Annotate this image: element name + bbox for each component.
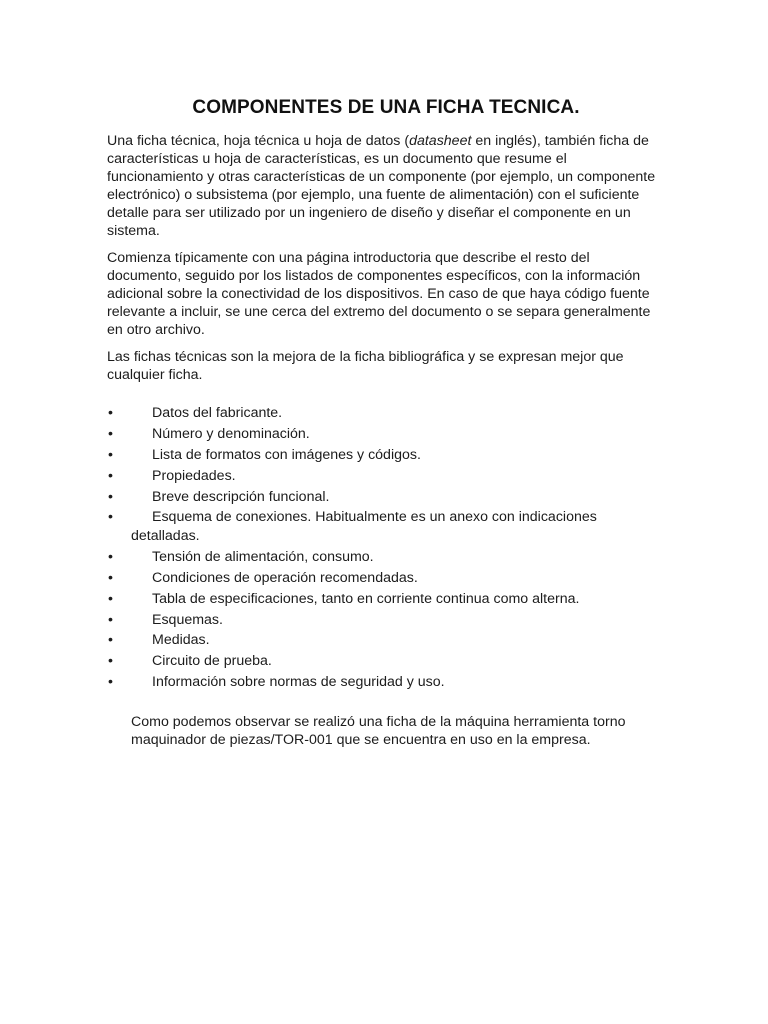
- list-item-text: Circuito de prueba.: [152, 653, 272, 670]
- bullet-icon: •: [108, 509, 113, 526]
- list-item: [107, 652, 665, 671]
- list-item-text: Lista de formatos con imágenes y códigos.: [152, 446, 421, 463]
- list-item-text: Datos del fabricante.: [152, 405, 283, 421]
- list-item: [107, 446, 665, 465]
- intro-paragraph: [107, 132, 665, 240]
- list-item: [107, 425, 665, 444]
- components-list: [107, 404, 665, 692]
- bullet-icon: •: [108, 611, 113, 628]
- bullet-icon: •: [108, 653, 113, 670]
- list-item: [107, 631, 665, 650]
- list-item: [107, 404, 665, 423]
- closing-paragraph: Como podemos observar se realizó una ficha de la máquina herramienta torno maquinador de piezas/TOR-001 que se encuentra en uso en la empresa.: [131, 713, 626, 748]
- list-item-text: Tensión de alimentación, consumo.: [152, 548, 374, 565]
- bullet-icon: •: [108, 467, 113, 484]
- bullet-icon: •: [108, 569, 113, 586]
- list-item: [107, 467, 665, 486]
- list-item-text: Breve descripción funcional.: [152, 488, 330, 505]
- list-item-text-continuation: detalladas.: [131, 527, 200, 544]
- bullet-icon: •: [108, 446, 113, 463]
- list-item: [107, 673, 665, 692]
- bullet-icon: •: [108, 548, 113, 565]
- bullet-icon: •: [108, 590, 113, 607]
- intro-text-start: Una ficha técnica, hoja técnica u hoja de datos (: [107, 133, 410, 149]
- comparison-paragraph: Las fichas técnicas son la mejora de la ficha bibliográfica y se expresan mejor que cualquier ficha.: [107, 349, 624, 383]
- bullet-icon: •: [108, 425, 113, 442]
- list-item-text: Tabla de especificaciones, tanto en corriente continua como alterna.: [152, 590, 580, 607]
- list-item: [107, 488, 665, 507]
- list-item-text: Medidas.: [152, 632, 210, 649]
- bullet-icon: •: [108, 405, 113, 421]
- list-item-text: Información sobre normas de seguridad y uso.: [152, 674, 445, 691]
- intro-italic-term: datasheet: [409, 133, 472, 149]
- list-item-text: Número y denominación.: [152, 425, 310, 442]
- intro-text-end: en inglés), también ficha de características u hoja de características, es un documento que resume el funcionamiento y otras características de un componente (por ejemplo, un componente electrónico) o subsistema (por ejemplo, una fuente de alimentación) con el suficiente detalle para ser utilizado por un ingeniero de diseño y diseñar el componente en un sistema.: [107, 133, 656, 239]
- bullet-icon: •: [108, 632, 113, 649]
- bullet-icon: •: [108, 674, 113, 691]
- bullet-icon: •: [108, 488, 113, 505]
- list-item: [107, 508, 665, 545]
- list-item: [107, 590, 665, 609]
- list-item: [107, 611, 665, 630]
- list-item-text: Esquema de conexiones. Habitualmente es un anexo con indicaciones: [152, 509, 597, 526]
- structure-paragraph: Comienza típicamente con una página introductoria que describe el resto del documento, seguido por los listados de componentes específicos, con la información adicional sobre la conectividad de los dispositivos. En caso de que haya código fuente relevante a incluir, se une cerca del extremo del documento o se separa generalmente en otro archivo.: [107, 250, 651, 338]
- list-item: [107, 569, 665, 588]
- document-title: COMPONENTES DE UNA FICHA TECNICA.: [192, 97, 580, 118]
- document-content: [107, 96, 665, 749]
- list-item-text: Condiciones de operación recomendadas.: [152, 569, 418, 586]
- list-item-text: Esquemas.: [152, 611, 223, 628]
- list-item: [107, 548, 665, 567]
- list-item-text: Propiedades.: [152, 467, 236, 484]
